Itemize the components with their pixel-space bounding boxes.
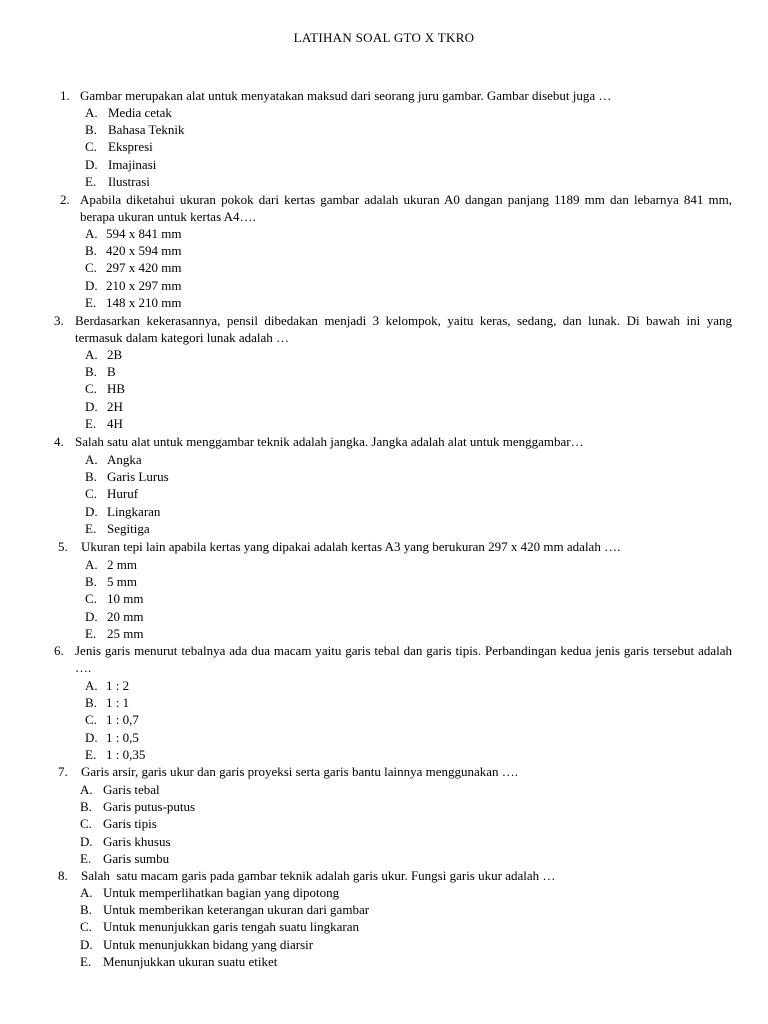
question-number: 1.	[60, 88, 70, 103]
question-text: Salah satu macam garis pada gambar teknik adalah garis ukur. Fungsi garis ukur adalah …	[81, 868, 556, 883]
question-text: Ukuran tepi lain apabila kertas yang dipakai adalah kertas A3 yang berukuran 297 x 420 mm adalah ….	[81, 539, 621, 554]
question-text: Jenis garis menurut tebalnya ada dua macam yaitu garis tebal dan garis tipis. Perbandingan kedua jenis garis tersebut adalah ….	[75, 643, 732, 676]
question-number: 2.	[60, 192, 70, 207]
page-title: LATIHAN SOAL GTO X TKRO	[293, 30, 475, 45]
question-3	[54, 312, 732, 346]
question-number: 8.	[58, 868, 68, 883]
question-number: 4.	[54, 434, 64, 449]
question-text: Berdasarkan kekerasannya, pensil dibedakan menjadi 3 kelompok, yaitu keras, sedang, dan lunak. Di bawah ini yang termasuk dalam kategori lunak adalah …	[75, 313, 732, 346]
question-6	[54, 642, 732, 676]
question-number: 3.	[54, 313, 64, 328]
question-7	[58, 763, 732, 780]
question-number: 7.	[58, 764, 68, 779]
question-text: Apabila diketahui ukuran pokok dari kertas gambar adalah ukuran A0 dangan panjang 1189 mm dan lebarnya 841 mm, berapa ukuran untuk kertas A4….	[80, 192, 732, 225]
question-8	[58, 867, 732, 884]
question-number: 6.	[54, 643, 64, 658]
question-text: Garis arsir, garis ukur dan garis proyeksi serta garis bantu lainnya menggunakan ….	[81, 764, 519, 779]
question-5	[58, 538, 732, 555]
question-4	[54, 433, 732, 450]
question-text: Gambar merupakan alat untuk menyatakan maksud dari seorang juru gambar. Gambar disebut juga …	[80, 88, 612, 103]
question-number: 5.	[58, 539, 68, 554]
document-page: LATIHAN SOAL GTO X TKRO 1. Gambar merupakan alat untuk menyatakan maksud dari seorang juru gambar. Gambar disebut juga … A. Media cetak B. Bahasa Teknik C. Ekspresi D. Imajinasi E. Ilustrasi 2. Apabila diketahui ukuran pokok dari kertas gambar adalah ukuran A0 dangan panjang 1189 mm dan lebarnya 841 mm, berapa ukuran untuk kertas A4…. A. 594 x 841 mm B. 420 x 594 mm C. 297 x 420 mm D. 210 x 297 mm E. 148 x 210 mm 3. Berdasarkan kekerasannya, pensil dibedakan menjadi 3 kelompok, yaitu keras, sedang, dan lunak. Di bawah ini yang termasuk dalam kategori lunak adalah … A. 2B B. B C. HB D. 2H E. 4H 4. Salah satu alat untuk menggambar teknik adalah jangka. Jangka adalah alat untuk menggambar… A. Angka B. Garis Lurus C. Huruf D. Lingkaran E. Segitiga 5. Ukuran tepi lain apabila kertas yang dipakai adalah kertas A3 yang berukuran 297 x 420 mm adalah …. A. 2 mm B. 5 mm C. 10 mm D. 20 mm E. 25 mm 6. Jenis garis menurut tebalnya ada dua macam yaitu garis tebal dan garis tipis. Perbandingan kedua jenis garis tersebut adalah …. A. 1 : 2 B. 1 : 1 C. 1 : 0,7 D. 1 : 0,5 E. 1 : 0,35 7. Garis arsir, garis ukur dan garis proyeksi serta garis bantu lainnya menggunakan …. A. Garis tebal B. Garis putus-putus C. Garis tipis D. Garis khusus E. Garis sumbu 8. Salah satu macam garis pada gambar teknik adalah garis ukur. Fungsi garis ukur adalah … A. Untuk memperlihatkan bagian yang dipotong B. Untuk memberikan keterangan ukuran dari gambar C. Untuk menunjukkan garis tengah suatu lingkaran D. Untuk menunjukkan bidang yang diarsir E. Menunjukkan ukuran suatu etiket	[0, 0, 768, 1024]
question-text: Salah satu alat untuk menggambar teknik adalah jangka. Jangka adalah alat untuk menggambar…	[75, 434, 584, 449]
question-1	[60, 87, 732, 104]
question-2	[60, 191, 732, 225]
